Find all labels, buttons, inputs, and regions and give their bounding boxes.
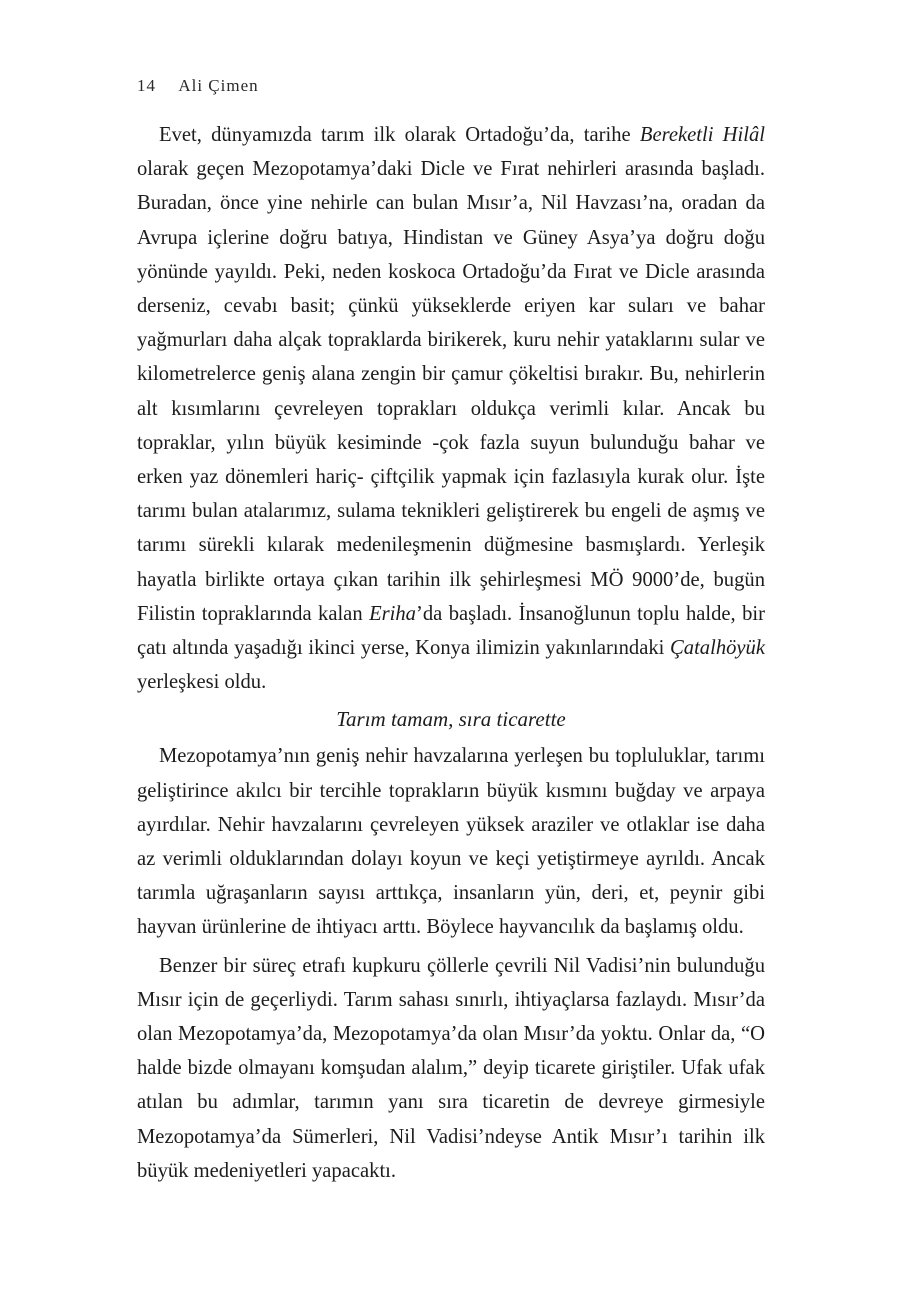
italic-term-bereketli-hilal: Bereketli Hilâl [639,124,765,146]
section-subheading: Tarım tamam, sıra ticarette [336,707,566,732]
paragraph-misir: Benzer bir süreç etrafı kupkuru çöllerle çevrili Nil Vadisi’nin bulunduğu Mısır için de geçerliydi. Tarım sahası sınırlı, ihtiyaçlarsa fazlaydı. Mısır’da olan Mezopotamya’da, Mezopotamya’da olan Mısır’da yoktu. Onlar da, “O halde bizde olmayanı komşudan alalım,” deyip ticarete giriştiler. Ufak ufak atılan bu adımlar, tarımın yanı sıra ticaretin de devreye girmesiyle Mezopotamya’da Sümerleri, Nil Vadisi’ndeyse Antik Mısır’ı tarihin ilk büyük medeniyetleri yapacaktı. [137,954,765,1182]
paragraph-mezopotamya: Mezopotamya’nın geniş nehir havzalarına yerleşen bu topluluklar, tarımı geliştirince akılcı bir tercihle toprakların büyük kısmını buğday ve arpaya ayırdılar. Nehir havzalarını çevreleyen yüksek araziler ve otlaklar ise daha az verimli olduklarından dolayı koyun ve keçi yetiştirmeye ayrıldı. Ancak tarımla uğraşanların sayısı arttıkça, insanların yün, deri, et, peynir gibi hayvan ürünlerine de ihtiyacı arttı. Böylece hayvancılık da başlamış oldu. [137,745,765,939]
italic-term-catalhoyuk: Çatalhöyük [670,637,765,660]
page-number: 14 [137,76,156,95]
text-segment: ’da başladı. İnsanoğlunun toplu halde, bir çatı altında yaşadığı ikinci yerse, Konya ilimizin yakınlarındaki [137,602,765,660]
paragraph-intro [137,118,765,699]
text-segment: yerleşkesi oldu. [137,671,267,694]
running-header [137,76,259,96]
author-name: Ali Çimen [178,76,259,95]
text-segment: Evet, dünyamızda tarım ilk olarak Ortadoğu’da, tarihe [159,124,640,146]
text-segment: olarak geçen Mezopotamya’daki Dicle ve Fırat nehirleri arasında başladı. Buradan, önce yine nehirle can bulan Mısır’a, Nil Havzası’na, oradan da Avrupa içlerine doğru batıya, Hindistan ve Güney Asya’ya doğru doğu yönünde yayıldı. Peki, neden koskoca Ortadoğu’da Fırat ve Dicle arasında derseniz, cevabı basit; çünkü yükseklerde eriyen kar suları ve bahar yağmurları daha alçak topraklarda birikerek, kuru nehir yataklarını sular ve kilometrelerce geniş alana zengin bir çamur çökeltisi bırakır. Bu, nehirlerin alt kısımlarını çevreleyen toprakları oldukça verimli kılar. Ancak bu topraklar, yılın büyük kesiminde -çok fazla suyun bulunduğu bahar ve erken yaz dönemleri hariç- çiftçilik yapmak için fazlasıyla kurak olur. İşte tarımı bulan atalarımız, sulama teknikleri geliştirerek bu engeli de aşmış ve tarımı sürekli kılarak medenileşmenin düğmesine basmışlardı. Yerleşik hayatla birlikte ortaya çıkan tarihin ilk şehirleşmesi MÖ 9000’de, bugün Filistin topraklarında kalan [137,158,765,625]
italic-term-eriha: Eriha [369,602,416,625]
body-text [137,118,765,1188]
